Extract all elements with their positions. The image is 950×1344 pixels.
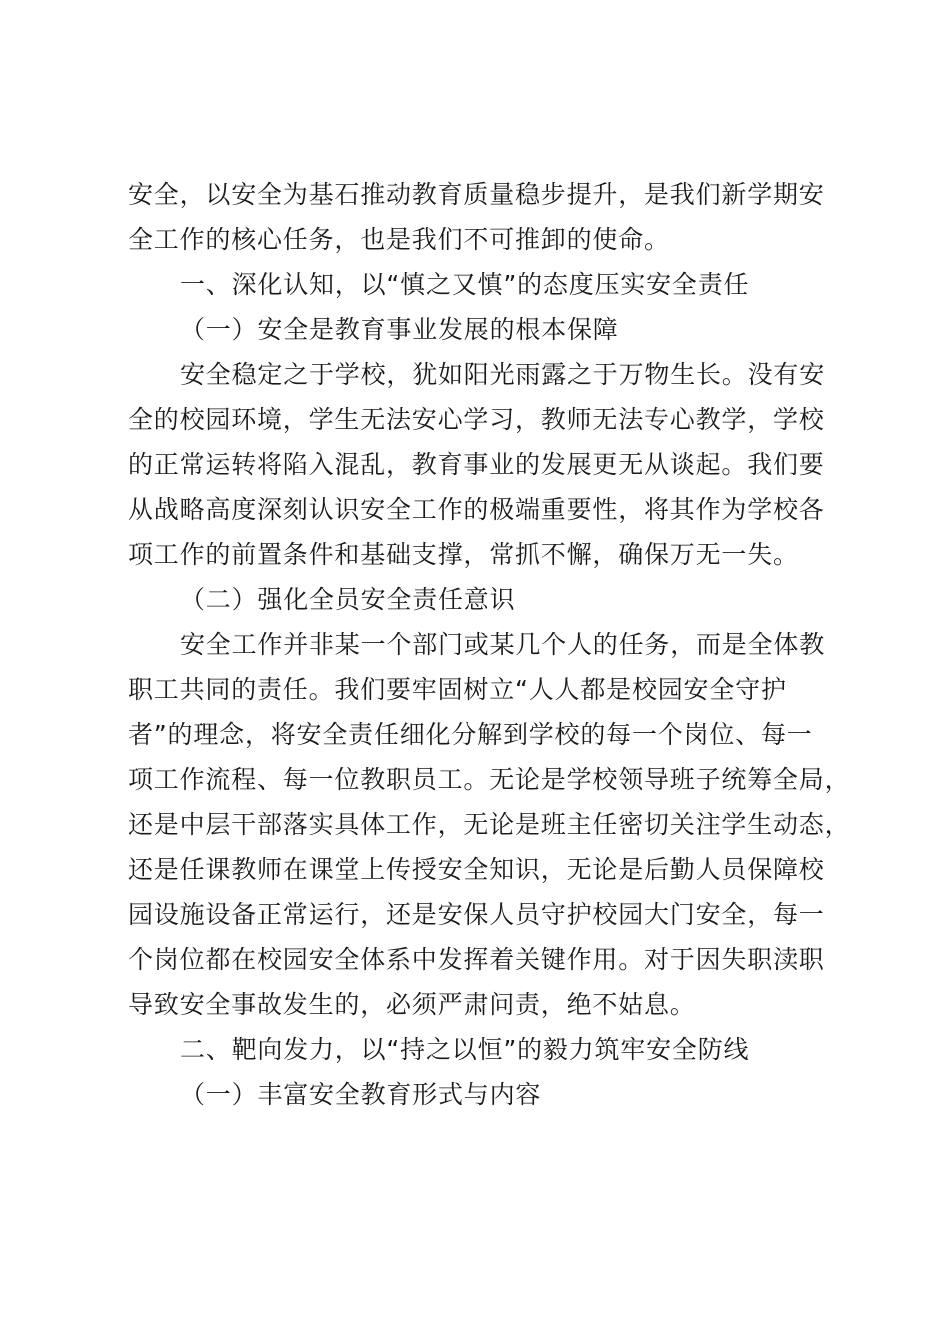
- body-text-line: 项工作流程、每一位教职员工。无论是学校领导班子统筹全局，: [128, 765, 851, 794]
- body-text-line: 全的校园环境，学生无法安心学习，教师无法专心教学，学校: [128, 405, 825, 434]
- body-text-line: 职工共同的责任。我们要牢固树立“人人都是校园安全守护: [128, 675, 787, 704]
- body-text-line: 还是任课教师在课堂上传授安全知识，无论是后勤人员保障校: [128, 855, 825, 884]
- body-text-line: 者”的理念，将安全责任细化分解到学校的每一个岗位、每一: [128, 720, 813, 749]
- body-text-line: 安全，以安全为基石推动教育质量稳步提升，是我们新学期安: [128, 180, 825, 209]
- subsection-heading: （一）安全是教育事业发展的根本保障: [180, 315, 619, 344]
- subsection-heading: （一）丰富安全教育形式与内容: [180, 1080, 542, 1109]
- section-heading: 一、深化认知，以“慎之又慎”的态度压实安全责任: [180, 270, 750, 299]
- body-text-line: 项工作的前置条件和基础支撑，常抓不懈，确保万无一失。: [128, 540, 799, 569]
- document-body: [128, 172, 868, 1117]
- paragraph-first-line: 安全稳定之于学校，犹如阳光雨露之于万物生长。没有安: [180, 360, 826, 389]
- body-text-line: 导致安全事故发生的，必须严肃问责，绝不姑息。: [128, 990, 696, 1019]
- subsection-heading: （二）强化全员安全责任意识: [180, 585, 516, 614]
- body-text-line: 还是中层干部落实具体工作，无论是班主任密切关注学生动态，: [128, 810, 851, 839]
- body-text-line: 从战略高度深刻认识安全工作的极端重要性，将其作为学校各: [128, 495, 825, 524]
- body-text-line: 全工作的核心任务，也是我们不可推卸的使命。: [128, 225, 670, 254]
- section-heading: 二、靶向发力，以“持之以恒”的毅力筑牢安全防线: [180, 1035, 750, 1064]
- body-text-line: 的正常运转将陷入混乱，教育事业的发展更无从谈起。我们要: [128, 450, 825, 479]
- paragraph-first-line: 安全工作并非某一个部门或某几个人的任务，而是全体教: [180, 630, 826, 659]
- body-text-line: 个岗位都在校园安全体系中发挥着关键作用。对于因失职渎职: [128, 945, 825, 974]
- body-text-line: 园设施设备正常运行，还是安保人员守护校园大门安全，每一: [128, 900, 825, 929]
